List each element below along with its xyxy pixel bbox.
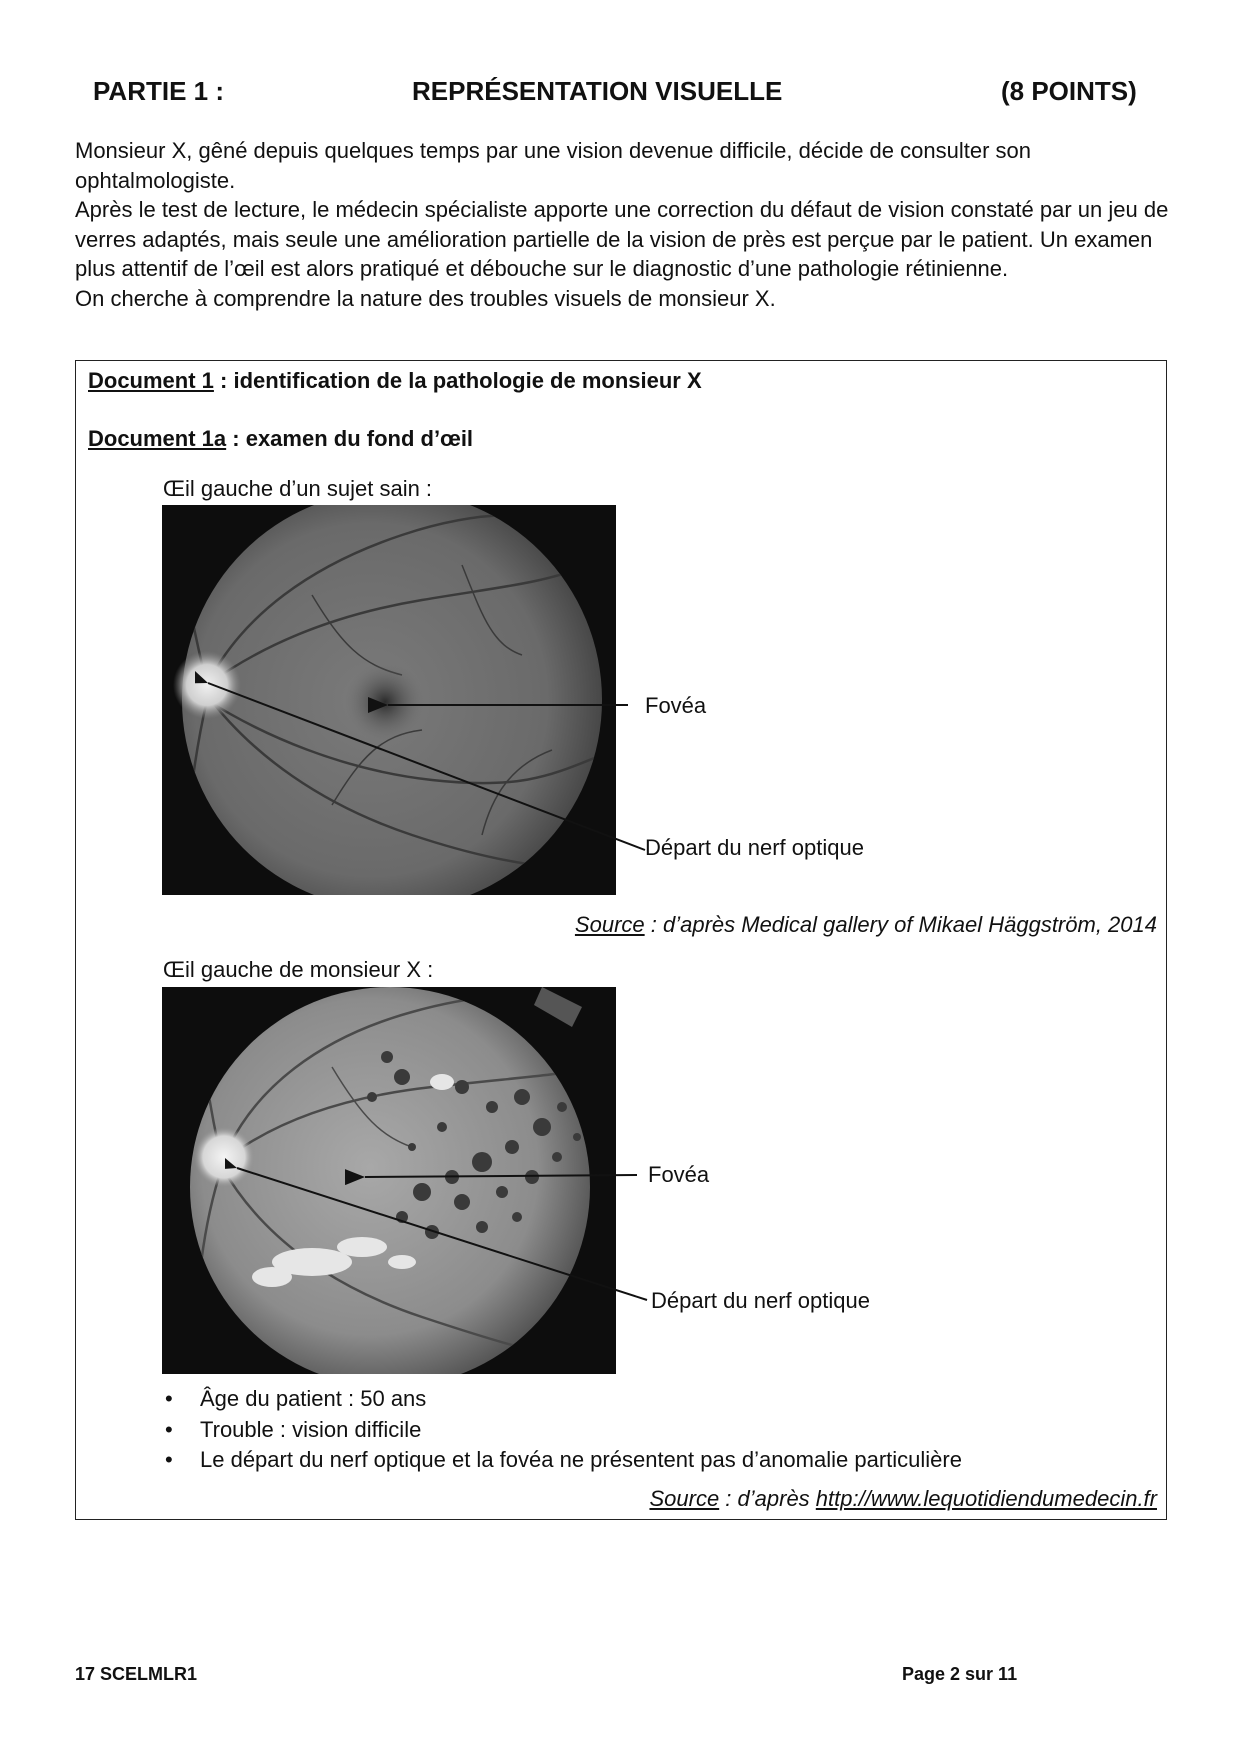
source-text: : d’après bbox=[719, 1486, 816, 1511]
intro-paragraph: Après le test de lecture, le médecin spécialiste apporte une correction du défaut de vision constaté par un jeu de verres adaptés, mais seule une amélioration partielle de la vision de près est perçue par le patient. Un examen plus attentif de l’œil est alors pratiqué et débouche sur le diagnostic d’une pathologie rétinienne. bbox=[75, 197, 1169, 281]
document-1-title: : identification de la pathologie de monsieur X bbox=[213, 368, 702, 393]
healthy-fovea-label: Fovéa bbox=[645, 693, 707, 718]
source-label: Source bbox=[574, 912, 645, 937]
document-1-label: Document 1 bbox=[88, 368, 214, 393]
healthy-annotation-lines bbox=[195, 660, 655, 870]
source-label: Source bbox=[649, 1486, 720, 1511]
patient-nerve-label: Départ du nerf optique bbox=[651, 1288, 870, 1313]
source-link[interactable]: http://www.lequotidiendumedecin.fr bbox=[815, 1486, 1157, 1511]
points-label: (8 POINTS) bbox=[1001, 76, 1137, 106]
source-citation-1 bbox=[575, 912, 1157, 938]
intro-paragraph: On cherche à comprendre la nature des troubles visuels de monsieur X. bbox=[75, 285, 776, 311]
healthy-eye-caption: Œil gauche d’un sujet sain : bbox=[163, 476, 433, 501]
document-1a-heading bbox=[88, 426, 473, 452]
document-1a-label: Document 1a bbox=[88, 426, 227, 451]
page-number: Page 2 sur 11 bbox=[902, 1664, 1018, 1684]
source-citation-2 bbox=[649, 1486, 1157, 1512]
patient-annotation-lines bbox=[225, 1150, 665, 1310]
source-text: : d’après Medical gallery of Mikael Häggström, 2014 bbox=[644, 912, 1157, 937]
healthy-nerve-label: Départ du nerf optique bbox=[645, 835, 864, 860]
exam-code: 17 SCELMLR1 bbox=[75, 1664, 198, 1684]
intro-text bbox=[75, 136, 1170, 313]
document-1-heading bbox=[88, 368, 702, 394]
list-item: • Trouble : vision difficile bbox=[163, 1415, 962, 1446]
intro-paragraph: Monsieur X, gêné depuis quelques temps par une vision devenue difficile, décide de consulter son ophtalmologiste. bbox=[75, 138, 1031, 193]
patient-fovea-label: Fovéa bbox=[648, 1162, 710, 1187]
patient-info-list bbox=[163, 1384, 962, 1476]
patient-eye-caption: Œil gauche de monsieur X : bbox=[163, 957, 434, 982]
part-heading: PARTIE 1 : bbox=[93, 76, 224, 106]
list-item: • Âge du patient : 50 ans bbox=[163, 1384, 962, 1415]
list-item: • Le départ du nerf optique et la fovéa ne présentent pas d’anomalie particulière bbox=[163, 1445, 962, 1476]
section-title: REPRÉSENTATION VISUELLE bbox=[412, 76, 783, 106]
document-1a-title: : examen du fond d’œil bbox=[226, 426, 474, 451]
